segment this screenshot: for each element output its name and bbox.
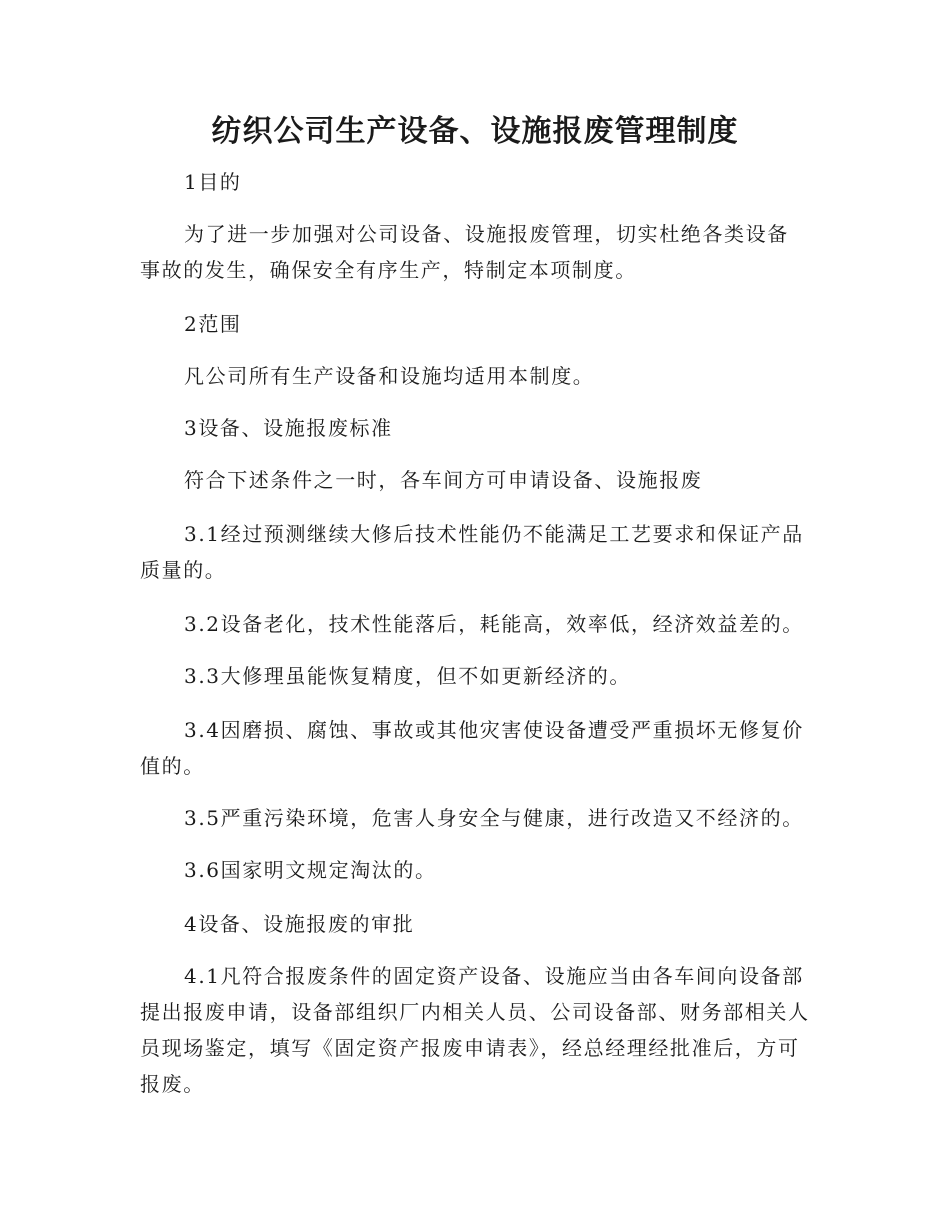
- criteria-item-3-4: 3.4因磨损、腐蚀、事故或其他灾害使设备遭受严重损坏无修复价值的。: [140, 718, 804, 778]
- criteria-item-3-2: 3.2设备老化，技术性能落后，耗能高，效率低，经济效益差的。: [184, 612, 804, 636]
- criteria-item-3-6: 3.6国家明文规定淘汰的。: [184, 858, 437, 882]
- approval-item-4-1: 4.1凡符合报废条件的固定资产设备、设施应当由各车间向设备部提出报废申请，设备部组织厂内相关人员、公司设备部、财务部相关人员现场鉴定，填写《固定资产报废申请表》，经总经理经批准后，方可报废。: [140, 964, 810, 1096]
- heading-criteria: 3设备、设施报废标准: [184, 416, 393, 440]
- criteria-item-3-1: 3.1经过预测继续大修后技术性能仍不能满足工艺要求和保证产品质量的。: [140, 522, 804, 582]
- criteria-item-3-5: 3.5严重污染环境，危害人身安全与健康，进行改造又不经济的。: [184, 806, 804, 830]
- paragraph-criteria-intro: 符合下述条件之一时，各车间方可申请设备、设施报废: [184, 468, 703, 492]
- heading-scope: 2范围: [184, 312, 242, 336]
- criteria-item-3-3: 3.3大修理虽能恢复精度，但不如更新经济的。: [184, 664, 632, 688]
- paragraph-purpose: 为了进一步加强对公司设备、设施报废管理，切实杜绝各类设备事故的发生，确保安全有序生产，特制定本项制度。: [140, 222, 789, 282]
- heading-purpose: 1目的: [184, 170, 242, 194]
- heading-approval: 4设备、设施报废的审批: [184, 912, 415, 936]
- paragraph-scope: 凡公司所有生产设备和设施均适用本制度。: [184, 364, 595, 388]
- document-title: 纺织公司生产设备、设施报废管理制度: [211, 114, 739, 149]
